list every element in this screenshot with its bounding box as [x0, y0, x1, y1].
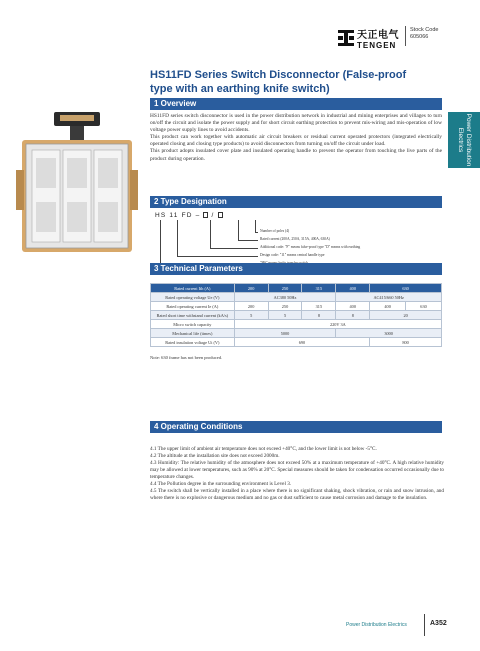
table-cell: 5 — [268, 311, 302, 320]
pole-middle-window — [67, 158, 87, 188]
designation-heading: 2 Type Designation — [150, 196, 442, 208]
table-header-cell: Rated current Ith (A) — [151, 284, 235, 293]
table-row — [151, 311, 442, 320]
page-number: A352 — [430, 620, 447, 627]
table-row — [151, 329, 442, 338]
legend-design-code: Design code: "11" means central handle type — [260, 253, 325, 257]
conditions-heading: 4 Operating Conditions — [150, 421, 442, 433]
pole-right-window — [98, 158, 118, 188]
designation-code-text: HS 11 FD – — [155, 212, 204, 219]
table-header-row — [151, 284, 442, 293]
table-row-label: Mechanical life (times) — [151, 329, 235, 338]
table-cell: 800 — [370, 338, 442, 347]
product-photo — [12, 110, 142, 260]
stock-code-block — [410, 27, 438, 41]
footer-divider — [424, 614, 425, 636]
overview-paragraph-2: This product can work together with automatic air circuit breakers or residual current operated protectors (integrated electrically operated closing and closing type products) to avoid disconnectors from turning on/off the circuit under load. — [150, 134, 442, 148]
footer-category-label: Power Distribution Electrics — [346, 622, 407, 628]
table-header-cell: 630 — [370, 284, 442, 293]
table-row — [151, 320, 442, 329]
page-title-line1: HS11FD Series Switch Disconnector (False-proof — [150, 69, 407, 81]
table-cell: 5000 — [234, 329, 336, 338]
table-cell: 315 — [302, 302, 336, 311]
table-row — [151, 293, 442, 302]
overview-paragraph-1: HS11FD series switch disconnector is used in the power distribution network in industrial and mining enterprises and villages to turn on/off the circuit and isolate the power supply and for short circuit earthing protection to prevent mis-wiring and mis-operation of low voltage power supply lines to avoid accidents. — [150, 113, 442, 134]
overview-text — [150, 113, 442, 163]
table-note: Note: 630 frame has not been produced. — [150, 355, 223, 360]
table-header-cell: 315 — [302, 284, 336, 293]
tech-heading: 3 Technical Parameters — [150, 263, 442, 275]
handle-label — [60, 115, 94, 121]
condition-item: 4.3 Humidity: The relative humidity of the atmosphere does not exceed 50% at a maximum temperature of +40°C. A high relative humidity may be allowed at lower temperatures, such as 90% at 20°C. Special measures should be taken for condensation occurred occasionally due to temperature changes. — [150, 460, 444, 480]
side-tab-line1: Power Distribution — [465, 113, 472, 167]
company-logo — [338, 26, 399, 50]
table-cell: AC415/660 50Hz — [336, 293, 442, 302]
table-cell: 400 — [336, 302, 370, 311]
overview-heading: 1 Overview — [150, 98, 442, 110]
designation-code — [155, 212, 223, 219]
table-cell: 8 — [302, 311, 336, 320]
tengen-logo-icon — [338, 30, 354, 46]
pole-middle-window-lower — [67, 202, 87, 232]
logo-chinese-name: 天正电气 — [357, 30, 399, 41]
table-cell: 220V 3A — [234, 320, 441, 329]
page-title — [150, 68, 430, 96]
stock-code-label: Stock Code — [410, 27, 439, 33]
table-cell: 200 — [234, 302, 268, 311]
pole-right-window-lower — [98, 202, 118, 232]
overview-paragraph-3: This product adopts insulated cover plate and insulated operating handle to prevent the operator from touching the live parts of the product during operation. — [150, 148, 442, 162]
table-header-cell: 200 — [234, 284, 268, 293]
table-header-cell: 400 — [336, 284, 370, 293]
logo-english-name: TENGEN — [357, 41, 397, 50]
table-cell: 250 — [268, 302, 302, 311]
header-divider — [405, 26, 406, 46]
table-cell: AC380 50Hz — [234, 293, 336, 302]
table-row-label: Rated insulation voltage Ui (V) — [151, 338, 235, 347]
table-cell: 3000 — [336, 329, 442, 338]
table-row-label: Micro switch capacity — [151, 320, 235, 329]
table-row — [151, 338, 442, 347]
table-cell: 5 — [234, 311, 268, 320]
side-terminal-left — [16, 170, 24, 210]
stock-code-value: 605066 — [410, 34, 429, 40]
table-row — [151, 302, 442, 311]
table-row-label: Rated operating current Ie (A) — [151, 302, 235, 311]
side-category-tab — [448, 112, 480, 168]
table-row-label: Rated short time withstand current (kA/s) — [151, 311, 235, 320]
pole-left-window — [36, 158, 56, 188]
pole-left-window-lower — [36, 202, 56, 232]
table-cell: 8 — [336, 311, 370, 320]
condition-item: 4.4 The Pollution degree in the surrounding environment is Level 3. — [150, 481, 292, 487]
tech-parameters-table — [150, 283, 442, 347]
table-cell: 20 — [370, 311, 442, 320]
condition-item: 4.1 The upper limit of ambient air temperature does not exceed +40°C, and the lower limit is not below -5°C. — [150, 446, 377, 452]
legend-additional-code: Additional code: "F" means false-proof type "D" means with earthing — [260, 245, 361, 249]
designation-slash: / — [208, 212, 218, 219]
side-terminal-right — [130, 170, 138, 210]
legend-rated-current: Rated current (200A, 250A, 315A, 400A, 630A) — [260, 237, 330, 241]
table-cell: 630 — [406, 302, 442, 311]
table-header-cell: 250 — [268, 284, 302, 293]
legend-poles: Number of poles (4) — [260, 229, 290, 233]
side-tab-line2: Electrics — [457, 127, 464, 153]
table-row-label: Rated operating voltage Ue (V) — [151, 293, 235, 302]
condition-item: 4.5 The switch shall be vertically installed in a place where there is no significant shaking, shock vibration, or rain and snow intrusion, and where there is no explosive or dangerous medium and no gas or dust sufficient to cause metal corrosion and damage to the insulation. — [150, 488, 444, 501]
designation-box-2 — [218, 212, 223, 218]
condition-item: 4.2 The altitude at the installation site does not exceed 2000m. — [150, 453, 280, 459]
table-cell: 690 — [234, 338, 370, 347]
table-cell: 400 — [370, 302, 406, 311]
conditions-text — [150, 446, 444, 502]
page-title-line2: type with an earthing knife switch) — [150, 83, 330, 95]
